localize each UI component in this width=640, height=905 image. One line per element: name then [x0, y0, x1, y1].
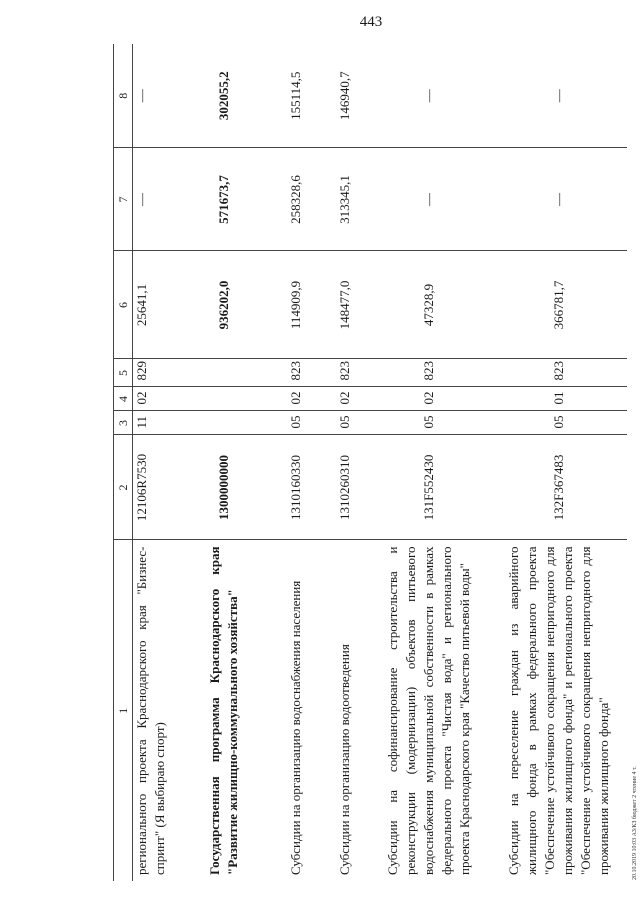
- cell-value-6: 25641,1: [133, 251, 179, 359]
- cell-value-8: —: [133, 44, 179, 148]
- cell-value-7: 313345,1: [323, 148, 367, 251]
- cell-value-6: 114909,9: [269, 251, 323, 359]
- cell-pr: 01: [491, 387, 627, 411]
- cell-pr: 02: [323, 387, 367, 411]
- cell-value-6: 366781,7: [491, 251, 627, 359]
- row-name: Государственная программа Краснодарского края "Развитие жилищно-коммунального хозяйства": [206, 546, 240, 875]
- cell-value-8: 155114,5: [269, 44, 323, 148]
- cell-value-7: —: [491, 148, 627, 251]
- cell-pr: 02: [367, 387, 491, 411]
- row-name: Субсидии на организацию водоснабжения населения: [287, 580, 303, 875]
- cell-vr: 823: [491, 359, 627, 387]
- cell-value-8: 302055,2: [179, 44, 269, 148]
- cell-value-7: —: [367, 148, 491, 251]
- table-row: [323, 44, 367, 881]
- cell-vr: 823: [323, 359, 367, 387]
- cell-csr: 1300000000: [179, 435, 269, 540]
- header-cell: 6: [114, 251, 133, 359]
- cell-vr: 823: [367, 359, 491, 387]
- row-name: регионального проекта Краснодарского края "Бизнес-спринт" (Я выбираю спорт): [134, 546, 167, 875]
- header-cell: 7: [114, 148, 133, 251]
- rotated-table-container: [113, 44, 625, 881]
- cell-rz: 11: [133, 411, 179, 435]
- cell-csr: 1310160330: [269, 435, 323, 540]
- cell-value-6: 47328,9: [367, 251, 491, 359]
- table-row: [269, 44, 323, 881]
- row-name: Субсидии на софинансирование строительства и реконструкции (модернизации) объектов питьевого водоснабжения муниципальной собственности в рамках федерального проекта "Чистая вода" и регионального проекта Краснодарского края "Качество питьевой воды": [384, 546, 472, 875]
- cell-csr: 1310260310: [323, 435, 367, 540]
- table-row: [179, 44, 269, 881]
- cell-pr: 02: [133, 387, 179, 411]
- cell-vr: 829: [133, 359, 179, 387]
- cell-value-8: —: [491, 44, 627, 148]
- cell-value-7: 258328,6: [269, 148, 323, 251]
- cell-value-7: —: [133, 148, 179, 251]
- cell-value-6: 148477,0: [323, 251, 367, 359]
- cell-vr: 823: [269, 359, 323, 387]
- row-name: Субсидии на организацию водоотведения: [336, 644, 352, 875]
- cell-rz: 05: [367, 411, 491, 435]
- cell-value-6: 936202,0: [179, 251, 269, 359]
- cell-rz: 05: [269, 411, 323, 435]
- cell-value-7: 571673,7: [179, 148, 269, 251]
- cell-value-8: 146940,7: [323, 44, 367, 148]
- row-name: Субсидии на переселение граждан из аварийного жилищного фонда в рамках федерального проекта "Обеспечение устойчивого сокращения непригодного для проживания жилищного фонда" и регионального проекта "Обеспечение устойчивого сокращения непригодного для проживания жилищного фонда": [505, 546, 611, 875]
- cell-rz: 05: [491, 411, 627, 435]
- cell-vr: [179, 359, 269, 387]
- header-cell: 4: [114, 387, 133, 411]
- header-cell: 8: [114, 44, 133, 148]
- cell-value-8: —: [367, 44, 491, 148]
- side-note: 20.10.2019 10:03 АЗ/КЗ бюджет 2 чтение 4 т.: [632, 766, 638, 880]
- header-cell: 3: [114, 411, 133, 435]
- header-cell: 2: [114, 435, 133, 540]
- cell-rz: 05: [323, 411, 367, 435]
- cell-csr: 132F367483: [491, 435, 627, 540]
- cell-pr: 02: [269, 387, 323, 411]
- cell-csr: 12106R7530: [133, 435, 179, 540]
- header-row: [114, 44, 133, 881]
- table-row: [491, 44, 627, 881]
- header-cell: 5: [114, 359, 133, 387]
- table-row: [133, 44, 179, 881]
- cell-pr: [179, 387, 269, 411]
- cell-csr: 131F552430: [367, 435, 491, 540]
- header-cell: 1: [114, 540, 133, 881]
- budget-table: [113, 44, 627, 881]
- table-row: [367, 44, 491, 881]
- page-number: 443: [359, 14, 383, 30]
- cell-rz: [179, 411, 269, 435]
